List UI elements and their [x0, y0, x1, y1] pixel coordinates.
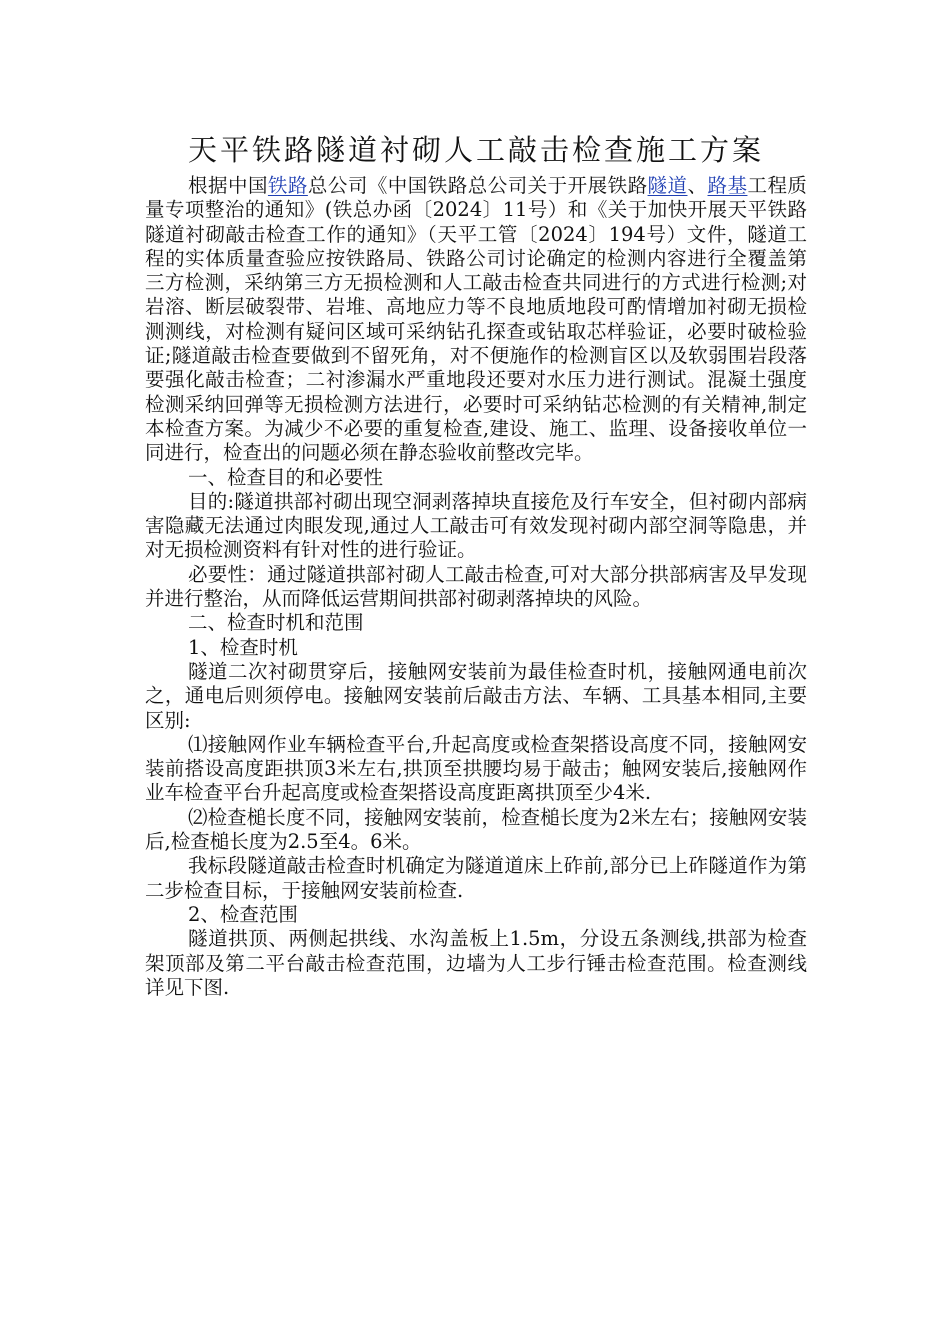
- timing-paragraph-4: 我标段隧道敲击检查时机确定为隧道道床上砟前,部分已上砟隧道作为第二步检查目标，于接触网安装前检查.: [145, 854, 807, 902]
- intro-text-1: 根据中国: [188, 174, 268, 197]
- timing-paragraph-3: ⑵检查槌长度不同，接触网安装前，检查槌长度为2米左右；接触网安装后,检查槌长度为2.5至4。6米。: [145, 805, 807, 854]
- subsection1-heading: 1、检查时机: [188, 635, 298, 659]
- section1-heading: 一、检查目的和必要性: [188, 465, 384, 489]
- timing-paragraph-1: 隧道二次衬砌贯穿后，接触网安装前为最佳检查时机，接触网通电前次之，通电后则须停电。接触网安装前后敲击方法、车辆、工具基本相同,主要区别:: [145, 659, 807, 732]
- link-tunnel[interactable]: 隧道: [647, 174, 688, 197]
- scope-paragraph: 隧道拱顶、两侧起拱线、水沟盖板上1.5m，分设五条测线,拱部为检查架顶部及第二平台敲击检查范围，边墙为人工步行锤击检查范围。检查测线详见下图.: [145, 927, 807, 999]
- intro-text-4: 工程质量专项整治的通知》(铁总办函〔2024〕11号）和《关于加快开展天平铁路隧道衬砌敲击检查工作的通知》（天平工管〔2024〕194号）文件，隧道工程的实体质量查验应按铁路局、铁路公司讨论确定的检测内容进行全覆盖第三方检测，采纳第三方无损检测和人工敲击检查共同进行的方式进行检测;对岩溶、断层破裂带、岩堆、高地应力等不良地质地段可酌情增加衬砌无损检测测线，对检测有疑问区域可采纳钻孔探查或钻取芯样验证，必要时破检验证;隧道敲击检查要做到不留死角，对不便施作的检测盲区以及软弱围岩段落要强化敲击检查；二衬渗漏水严重地段还要对水压力进行测试。混凝土强度检测采纳回弹等无损检测方法进行，必要时可采纳钻芯检测的有关精神,制定本检查方案。为减少不必要的重复检查,建设、施工、监理、设备接收单位一同进行，检查出的问题必须在静态验收前整改完毕。: [145, 174, 807, 465]
- purpose-paragraph: 目的:隧道拱部衬砌出现空洞剥落掉块直接危及行车安全，但衬砌内部病害隐藏无法通过肉眼发现,通过人工敲击可有效发现衬砌内部空洞等隐患，并对无损检测资料有针对性的进行验证。: [145, 489, 807, 562]
- intro-text-2: 总公司《中国铁路总公司关于开展铁路: [307, 174, 648, 197]
- document-page: [145, 128, 807, 1000]
- link-railway[interactable]: 铁路: [267, 174, 308, 197]
- timing-paragraph-2: ⑴接触网作业车辆检查平台,升起高度或检查架搭设高度不同，接触网安装前搭设高度距拱顶3米左右,拱顶至拱腰均易于敲击；触网安装后,接触网作业车检查平台升起高度或检查架搭设高度距离拱顶至少4米.: [145, 732, 807, 805]
- subsection2-heading: 2、检查范围: [188, 902, 298, 926]
- link-subgrade[interactable]: 路基: [707, 174, 748, 197]
- necessity-paragraph: 必要性：通过隧道拱部衬砌人工敲击检查,可对大部分拱部病害及早发现并进行整治，从而降低运营期间拱部衬砌剥落掉块的风险。: [145, 562, 807, 611]
- section2-heading: 二、检查时机和范围: [188, 611, 364, 635]
- document-title: 天平铁路隧道衬砌人工敲击检查施工方案: [187, 133, 764, 167]
- intro-paragraph: [145, 174, 807, 466]
- intro-text-3: 、: [687, 174, 708, 197]
